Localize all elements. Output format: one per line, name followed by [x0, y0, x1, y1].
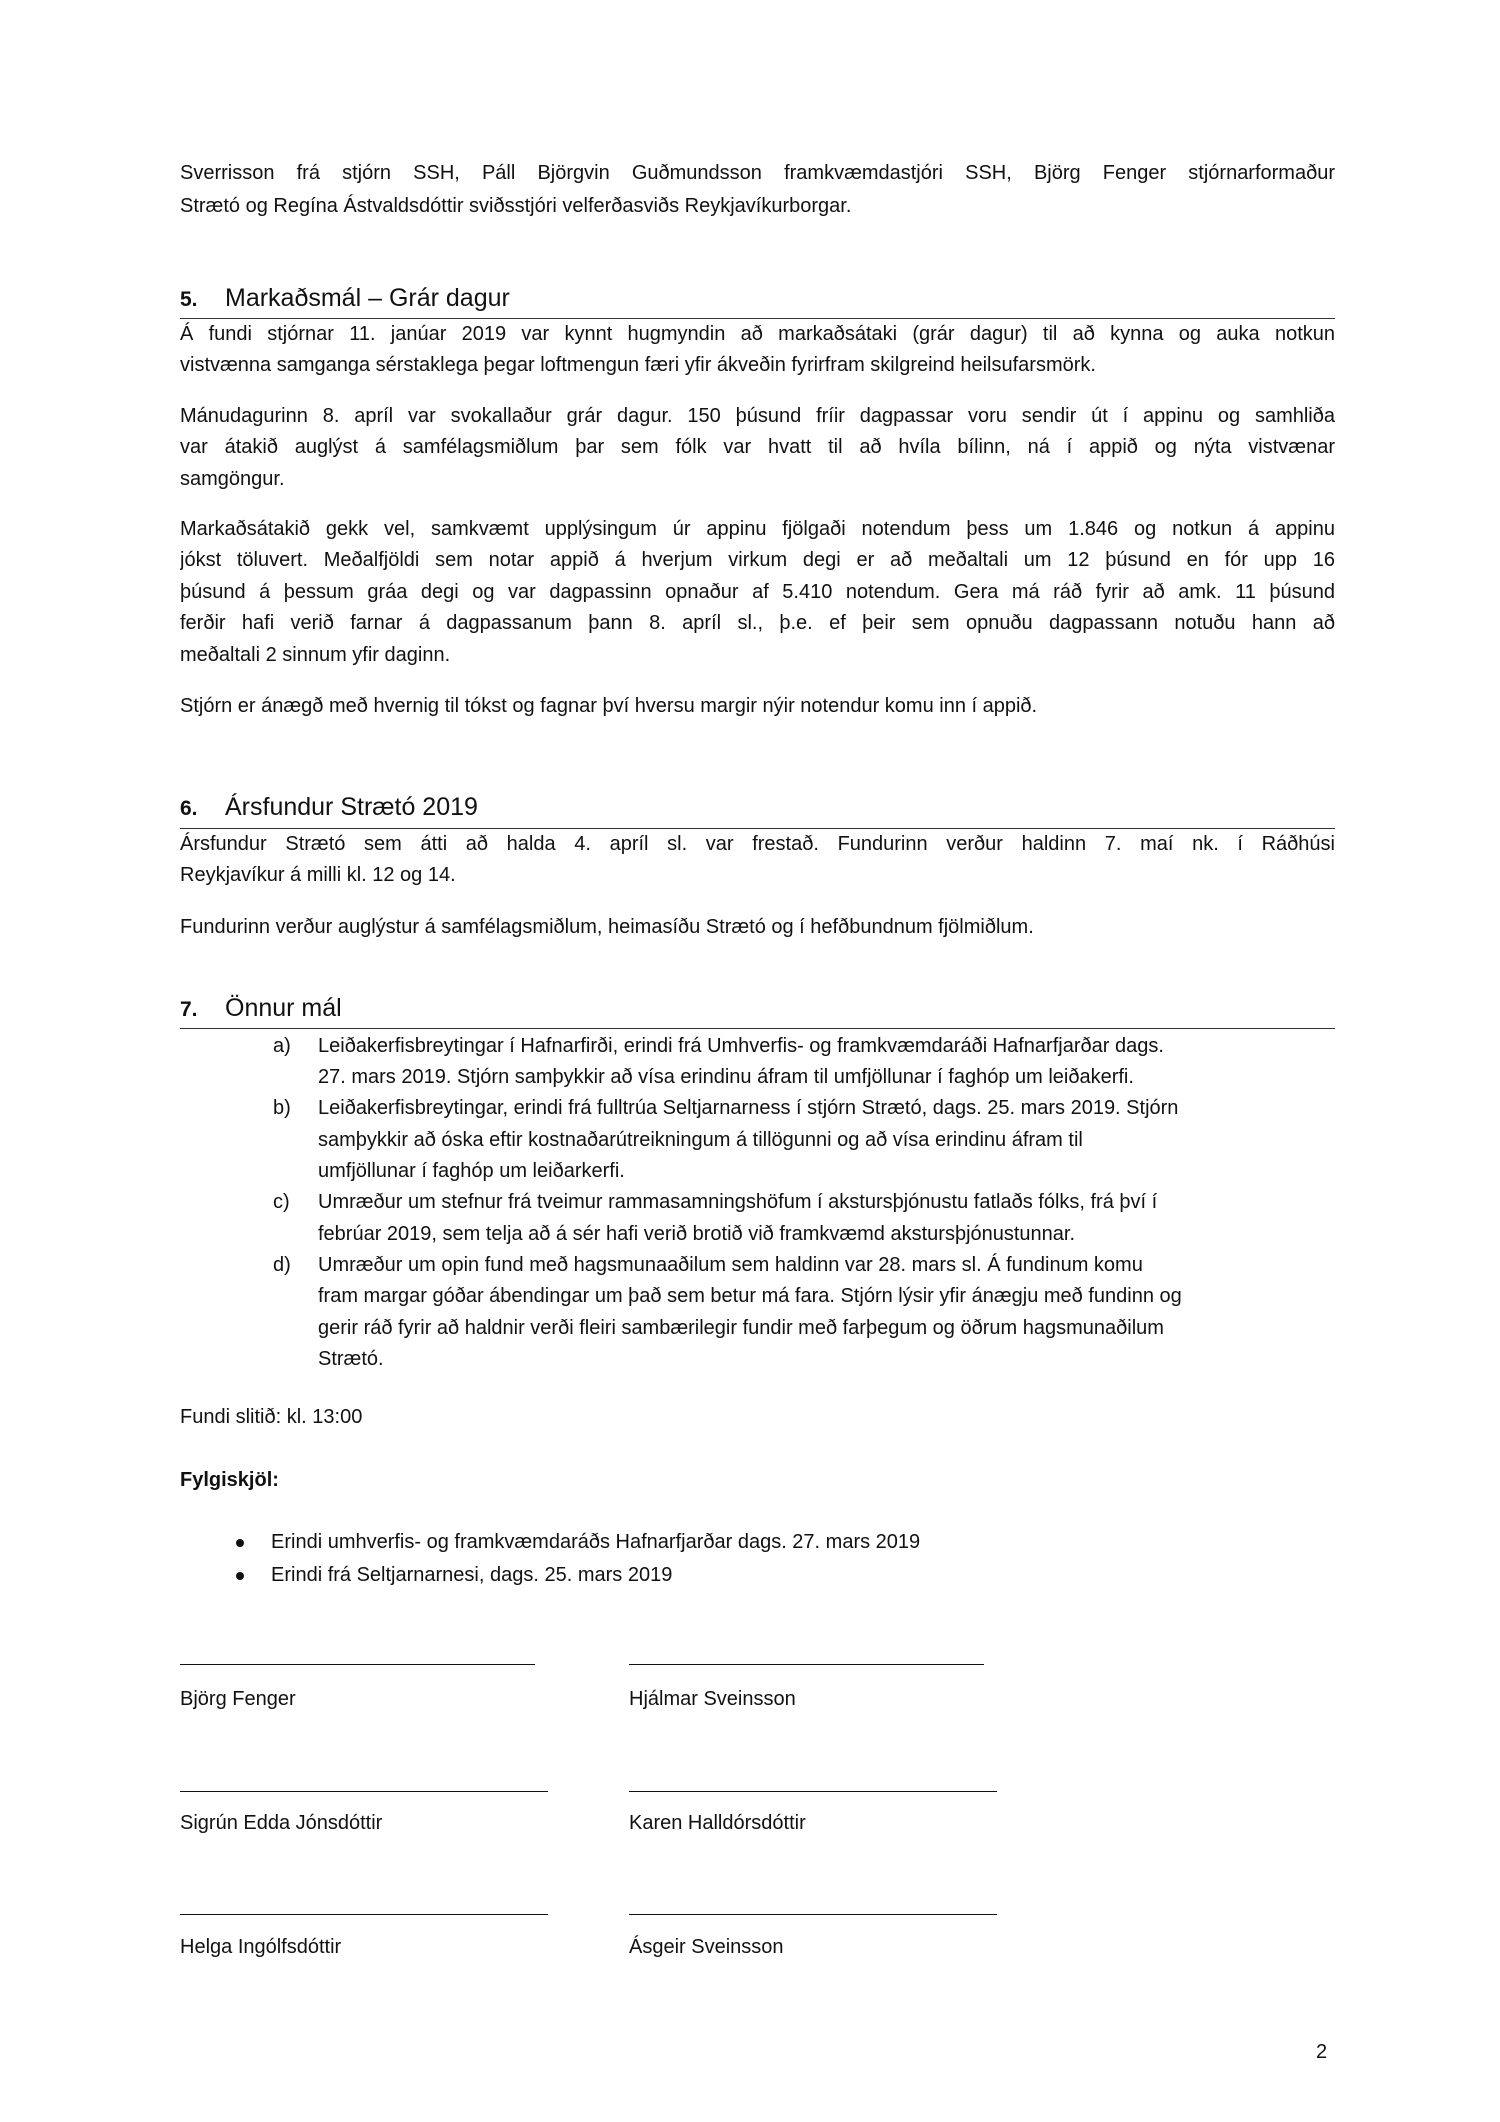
bullet-icon	[236, 1539, 244, 1547]
section-title: Markaðsmál – Grár dagur	[225, 284, 510, 312]
paragraph-line: Stjórn er ánægð með hvernig til tókst og fagnar því hversu margir nýir notendur komu inn í appið.	[180, 694, 1038, 717]
paragraph-line: ferðir hafi verið farnar á dagpassanum þann 8. apríl sl., þ.e. ef þeir sem opnuðu dagpassann notuðu hann að	[180, 611, 1335, 634]
signatory-name: Ásgeir Sveinsson	[629, 1935, 784, 1958]
list-item-line: 27. mars 2019. Stjórn samþykkir að vísa erindinu áfram til umfjöllunar í faghóp um leiðakerfi.	[318, 1065, 1134, 1088]
list-item-line: gerir ráð fyrir að haldnir verði fleiri sambærilegir fundir með farþegum og öðrum hagsmunaðilum	[318, 1316, 1164, 1339]
intro-line: Sverrisson frá stjórn SSH, Páll Björgvin Guðmundsson framkvæmdastjóri SSH, Björg Fenger stjórnarformaður	[180, 161, 1335, 184]
paragraph-line: meðaltali 2 sinnum yfir daginn.	[180, 643, 451, 666]
list-item-line: Strætó.	[318, 1347, 384, 1370]
section-number: 6.	[180, 797, 198, 820]
list-item-line: febrúar 2019, sem telja að á sér hafi verið brotið við framkvæmd akstursþjónustunnar.	[318, 1222, 1076, 1245]
paragraph-line: Fundurinn verður auglýstur á samfélagsmiðlum, heimasíðu Strætó og í hefðbundnum fjölmiðlum.	[180, 915, 1034, 938]
paragraph-line: Reykjavíkur á milli kl. 12 og 14.	[180, 863, 456, 886]
signature-line	[629, 1914, 997, 1915]
paragraph-line: þúsund á þessum gráa degi og var dagpassinn opnaður af 5.410 notendum. Gera má ráð fyrir að amk. 11 þúsund	[180, 580, 1335, 603]
signature-line	[180, 1914, 548, 1915]
list-item-line: samþykkir að óska eftir kostnaðarútreikningum á tillögunni og að vísa erindinu áfram til	[318, 1128, 1083, 1151]
paragraph-line: var átakið auglýst á samfélagsmiðlum þar sem fólk var hvatt til að hvíla bílinn, ná í appið og nýta vistvænar	[180, 435, 1335, 458]
signature-line	[180, 1664, 535, 1665]
attachment-item: Erindi frá Seltjarnarnesi, dags. 25. mars 2019	[271, 1563, 673, 1586]
signature-line	[180, 1791, 548, 1792]
paragraph-line: Á fundi stjórnar 11. janúar 2019 var kynnt hugmyndin að markaðsátaki (grár dagur) til að kynna og auka notkun	[180, 322, 1335, 345]
list-item-line: Leiðakerfisbreytingar, erindi frá fulltrúa Seltjarnarness í stjórn Strætó, dags. 25. mars 2019. Stjórn	[318, 1096, 1179, 1119]
list-marker: c)	[273, 1190, 290, 1213]
section-number: 5.	[180, 288, 198, 311]
section-divider	[180, 1028, 1335, 1029]
paragraph-line: vistvænna samganga sérstaklega þegar loftmengun færi yfir ákveðin fyrirfram skilgreind heilsufarsmörk.	[180, 353, 1096, 376]
intro-line: Strætó og Regína Ástvaldsdóttir sviðsstjóri velferðasviðs Reykjavíkurborgar.	[180, 194, 852, 217]
bullet-icon	[236, 1572, 244, 1580]
signature-line	[629, 1664, 984, 1665]
list-item-line: Umræður um opin fund með hagsmunaaðilum sem haldinn var 28. mars sl. Á fundinum komu	[318, 1253, 1143, 1276]
list-item-line: umfjöllunar í faghóp um leiðarkerfi.	[318, 1159, 625, 1182]
list-marker: a)	[273, 1034, 291, 1057]
list-marker: d)	[273, 1253, 291, 1276]
signatory-name: Helga Ingólfsdóttir	[180, 1935, 342, 1958]
list-item-line: Umræður um stefnur frá tveimur rammasamningshöfum í akstursþjónustu fatlaðs fólks, frá því í	[318, 1190, 1158, 1213]
paragraph-line: Ársfundur Strætó sem átti að halda 4. apríl sl. var frestað. Fundurinn verður haldinn 7. maí nk. í Ráðhúsi	[180, 832, 1335, 855]
signatory-name: Hjálmar Sveinsson	[629, 1687, 796, 1710]
signature-line	[629, 1791, 997, 1792]
paragraph-line: samgöngur.	[180, 467, 285, 490]
signatory-name: Sigrún Edda Jónsdóttir	[180, 1811, 383, 1834]
list-item-line: fram margar góðar ábendingar um það sem betur má fara. Stjórn lýsir yfir ánægju með fundinn og	[318, 1284, 1182, 1307]
attachment-item: Erindi umhverfis- og framkvæmdaráðs Hafnarfjarðar dags. 27. mars 2019	[271, 1530, 921, 1553]
paragraph-line: Mánudagurinn 8. apríl var svokallaður grár dagur. 150 þúsund fríir dagpassar voru sendir út í appinu og samhliða	[180, 404, 1335, 427]
list-marker: b)	[273, 1096, 291, 1119]
section-title: Önnur mál	[225, 994, 342, 1022]
section-title: Ársfundur Strætó 2019	[225, 793, 478, 821]
attachments-heading: Fylgiskjöl:	[180, 1468, 279, 1491]
page-number: 2	[1316, 2040, 1328, 2063]
signatory-name: Björg Fenger	[180, 1687, 296, 1710]
paragraph-line: jókst töluvert. Meðalfjöldi sem notar appið á hverjum virkum degi er að meðaltali um 12 þúsund en fór upp 16	[180, 548, 1335, 571]
signatory-name: Karen Halldórsdóttir	[629, 1811, 806, 1834]
section-number: 7.	[180, 998, 198, 1021]
closing-text: Fundi slitið: kl. 13:00	[180, 1405, 363, 1428]
paragraph-line: Markaðsátakið gekk vel, samkvæmt upplýsingum úr appinu fjölgaði notendum þess um 1.846 og notkun á appinu	[180, 517, 1335, 540]
list-item-line: Leiðakerfisbreytingar í Hafnarfirði, erindi frá Umhverfis- og framkvæmdaráði Hafnarfjarðar dags.	[318, 1034, 1164, 1057]
